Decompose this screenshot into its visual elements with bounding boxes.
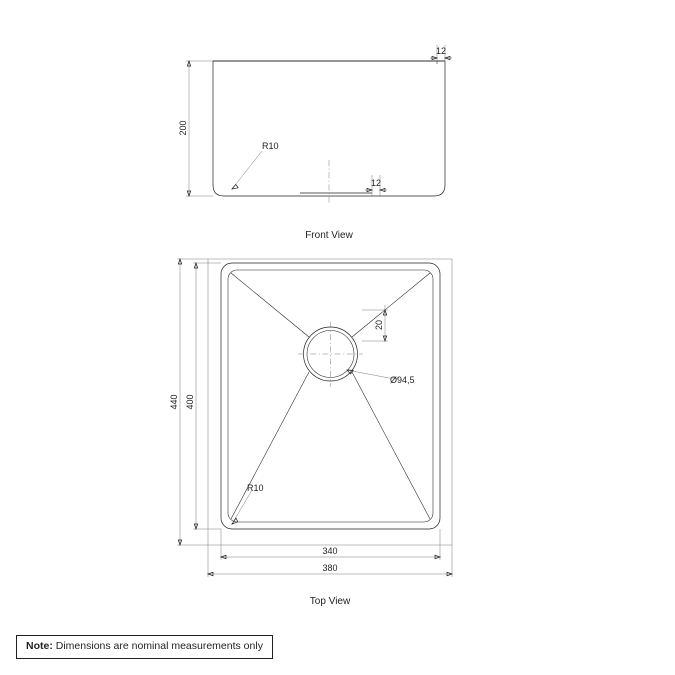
front-r10-leader <box>232 151 262 189</box>
top-inner-depth-label: 400 <box>185 394 195 410</box>
note-box <box>16 635 273 659</box>
note-label: Note: <box>26 640 53 652</box>
top-fold-line-tr <box>352 273 430 337</box>
front-corner-radius-label: R10 <box>262 141 279 151</box>
top-outer-width-label: 380 <box>322 563 338 573</box>
top-hole-offset-label: 20 <box>374 319 384 331</box>
front-height-label: 200 <box>178 120 188 136</box>
front-top-thickness-label: 12 <box>435 46 447 56</box>
top-outer-depth-label: 440 <box>169 394 179 410</box>
front-view-group <box>178 45 452 241</box>
top-fold-line-br <box>352 372 430 519</box>
top-fold-line-tl <box>231 273 309 337</box>
note-text: Dimensions are nominal measurements only <box>55 640 263 652</box>
front-bottom-thickness-label: 12 <box>370 178 382 188</box>
front-r10-arrow <box>232 184 238 189</box>
top-hole-diameter-label: Ø94,5 <box>390 375 415 385</box>
top-inner-width-label: 340 <box>322 546 338 556</box>
top-r10-leader <box>232 490 252 524</box>
top-view-group <box>169 259 452 607</box>
top-view-caption: Top View <box>309 596 351 607</box>
top-corner-radius-label: R10 <box>247 483 264 493</box>
top-fold-line-bl <box>231 372 309 519</box>
front-view-caption: Front View <box>305 230 353 241</box>
